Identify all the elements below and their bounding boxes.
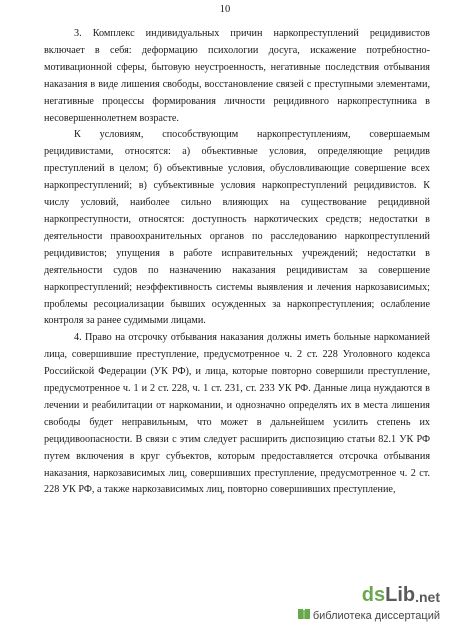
paragraph-individual-causes: 3. Комплекс индивидуальных причин наркопреступлений рецидивистов включает в себя: деформацию психологии досуга, искажение потребностно-мотивационной сферы, бытовую неустроенность, негативные последствия отбывания наказания в виде лишения свободы, восстановление связей с преступными элементами, негативные процессы формирования личности рецидивного наркопреступника в несовершеннолетнем возрасте. [44, 28, 430, 124]
logo-lib-text: Lib [385, 584, 416, 606]
book-icon [297, 607, 311, 621]
paragraph-deferral-right: 4. Право на отсрочку отбывания наказания должны иметь больные наркоманией лица, совершившие преступление, предусмотренное ч. 2 ст. 228 Уголовного кодекса Российской Федерации (УК РФ), и лица, которые повторно совершили преступление, предусмотренное ч. 1 и 2 ст. 228, ч. 1 ст. 231, ст. 233 УК РФ. Данные лица нуждаются в лечении и реабилитации от наркомании, и однозначно определять их в места лишения свободы будет неправильным, что может в дальнейшем усилить степень их рецидивоопасности. В связи с этим следует расширить диспозицию статьи 82.1 УК РФ путем включения в круг субъектов, которым предоставляется отсрочка отбывания наказания, наркозависимых лиц, совершивших преступление, предусмотренное ч. 2 ст. 228 УК РФ, а также наркозависимых лиц, повторно совершивших преступление, [44, 332, 430, 496]
watermark-subtitle-text: библиотека диссертаций [312, 610, 440, 622]
page-number: 10 [219, 4, 231, 15]
document-body [44, 26, 430, 499]
logo-net-text: .net [415, 589, 440, 605]
dslib-watermark [272, 582, 440, 622]
dslib-logo [362, 582, 440, 606]
logo-ds-text: ds [361, 584, 386, 606]
paragraph-conditions: К условиям, способствующим наркопреступлениям, совершаемым рецидивистами, относятся: а) объективные условия, определяющие рецидив преступлений в целом; б) объективные условия, обусловливающие совершение всех наркопреступлений; в) субъективные условия наркопреступлений рецидивистов. К числу условий, наиболее сильно влияющих на существование рецидивной наркопреступности, относятся: доступность наркотических средств; недостатки в деятельности правоохранительных органов по расследованию наркопреступлений рецидивистов; упущения в работе исправительных учреждений; недостатки в деятельности судов по назначению наказания рецидивистам за совершение наркопреступлений; неэффективность системы выявления и лечения наркозависимых; проблемы ресоциализации бывших осужденных за наркопреступления; ослабление контроля за ранее судимыми лицами. [44, 129, 430, 327]
watermark-subtitle [297, 607, 440, 622]
